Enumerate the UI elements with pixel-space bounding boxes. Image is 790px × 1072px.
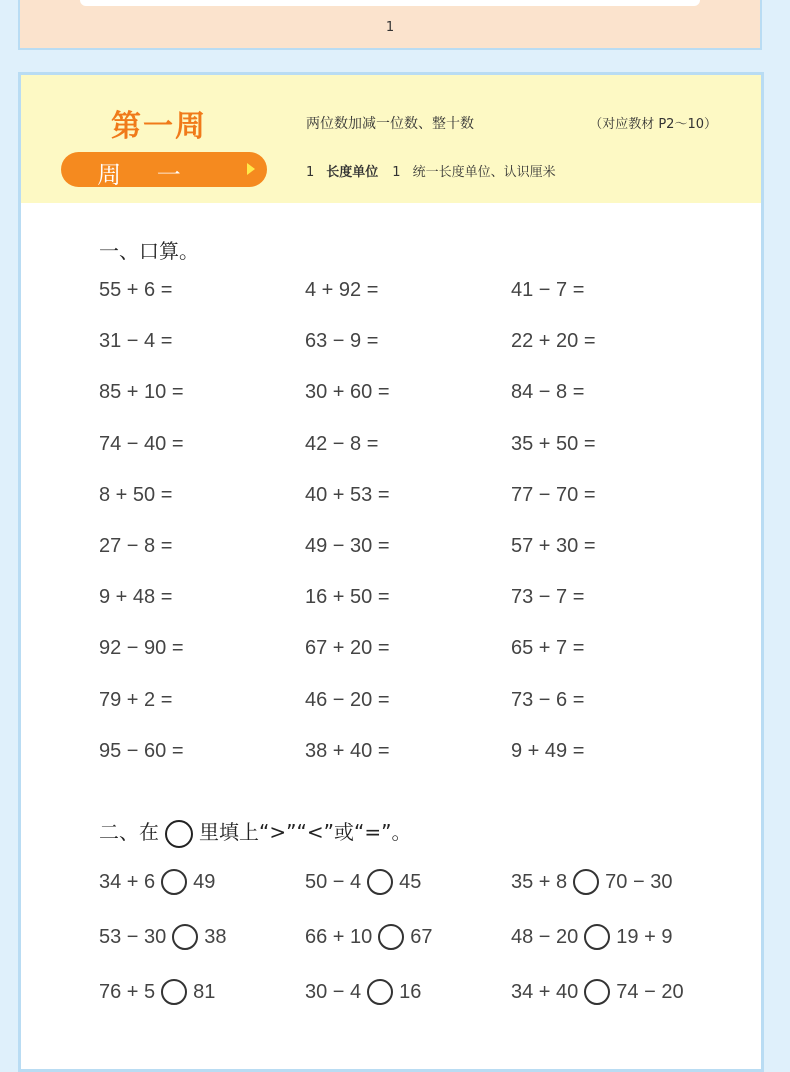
answer-circle[interactable] [161, 979, 187, 1005]
math-problem: 84 − 8 = [511, 381, 585, 404]
day-badge [61, 152, 267, 187]
day-label: 周 一 [97, 161, 195, 189]
math-problem: 16 + 50 = [305, 586, 390, 609]
triangle-arrow-icon [247, 163, 255, 175]
answer-circle[interactable] [161, 869, 187, 895]
sub-lesson-title: 统一长度单位、认识厘米 [412, 165, 556, 180]
comparison-left: 76 + 5 [99, 980, 156, 1003]
comparison-item [305, 979, 421, 1005]
math-problem: 4 + 92 = [305, 279, 379, 301]
comparison-item [99, 979, 215, 1005]
previous-page [18, 0, 762, 50]
comparison-left: 30 − 4 [305, 980, 362, 1003]
math-problem: 27 − 8 = [99, 535, 173, 557]
comparison-item [511, 869, 672, 895]
answer-circle[interactable] [584, 924, 610, 950]
comparison-right: 49 [193, 870, 216, 893]
comparison-left: 34 + 6 [99, 870, 156, 893]
math-problem: 49 − 30 = [305, 535, 390, 557]
circle-icon [165, 820, 193, 848]
math-problem: 63 − 9 = [305, 330, 379, 353]
comparison-left: 48 − 20 [511, 925, 579, 948]
section-2-title-suffix: 里填上“>”“<”或“=”。 [199, 820, 412, 844]
answer-circle[interactable] [367, 869, 393, 895]
answer-circle[interactable] [172, 924, 198, 950]
math-problem: 35 + 50 = [511, 432, 596, 455]
section-2-title-prefix: 二、在 [99, 820, 159, 844]
math-problem: 67 + 20 = [305, 637, 390, 660]
section-1-title: 一、口算。 [99, 239, 199, 263]
comparison-left: 34 + 40 [511, 980, 579, 1003]
comparison-item [305, 869, 421, 895]
comparison-right: 19 + 9 [616, 925, 673, 948]
textbook-reference: （对应教材 P2～10） [589, 117, 717, 132]
worksheet-page [18, 72, 764, 1072]
math-problem: 42 − 8 = [305, 432, 379, 455]
math-problem: 40 + 53 = [305, 483, 390, 506]
answer-circle[interactable] [378, 924, 404, 950]
math-problem: 30 + 60 = [305, 381, 390, 404]
math-problem: 73 − 6 = [511, 688, 585, 711]
section-2-title [99, 816, 411, 848]
comparison-right: 70 − 30 [605, 870, 673, 893]
lesson-title: 长度单位 [326, 165, 379, 180]
math-problem: 9 + 49 = [511, 739, 585, 762]
math-problem: 77 − 70 = [511, 483, 596, 506]
math-problem: 41 − 7 = [511, 279, 585, 301]
answer-circle[interactable] [573, 869, 599, 895]
comparison-right: 45 [399, 870, 422, 893]
math-problem: 55 + 6 = [99, 279, 173, 301]
comparison-right: 38 [204, 925, 227, 948]
math-problem: 65 + 7 = [511, 637, 585, 660]
comparison-right: 81 [193, 980, 216, 1003]
comparison-left: 35 + 8 [511, 870, 568, 893]
comparison-item [511, 979, 684, 1005]
math-problem: 85 + 10 = [99, 381, 184, 404]
math-problem: 73 − 7 = [511, 586, 585, 609]
comparison-left: 66 + 10 [305, 925, 373, 948]
previous-page-content-area [80, 0, 700, 6]
math-problem: 57 + 30 = [511, 535, 596, 557]
math-problem: 74 − 40 = [99, 432, 184, 455]
math-problem: 22 + 20 = [511, 330, 596, 353]
comparison-item [99, 924, 227, 950]
comparison-right: 67 [410, 925, 433, 948]
comparison-left: 50 − 4 [305, 870, 362, 893]
math-problem: 46 − 20 = [305, 688, 390, 711]
comparison-left: 53 − 30 [99, 925, 167, 948]
answer-circle[interactable] [584, 979, 610, 1005]
answer-circle[interactable] [367, 979, 393, 1005]
math-problem: 95 − 60 = [99, 739, 184, 762]
comparison-item [305, 924, 433, 950]
lesson-line [306, 161, 556, 180]
page-header [21, 75, 761, 203]
math-problem: 92 − 90 = [99, 637, 184, 660]
topic-text: 两位数加减一位数、整十数 [306, 116, 474, 132]
math-problem: 9 + 48 = [99, 586, 173, 609]
math-problem: 79 + 2 = [99, 688, 173, 711]
sub-lesson-number: 1 [392, 165, 401, 180]
comparison-right: 74 − 20 [616, 980, 684, 1003]
lesson-number: 1 [306, 165, 315, 180]
comparison-right: 16 [399, 980, 422, 1003]
week-title: 第一周 [111, 109, 207, 144]
comparison-item [99, 869, 215, 895]
math-problem: 8 + 50 = [99, 483, 173, 506]
previous-page-number: 1 [385, 20, 395, 35]
math-problem: 38 + 40 = [305, 739, 390, 762]
comparison-item [511, 924, 672, 950]
math-problem: 31 − 4 = [99, 330, 173, 353]
